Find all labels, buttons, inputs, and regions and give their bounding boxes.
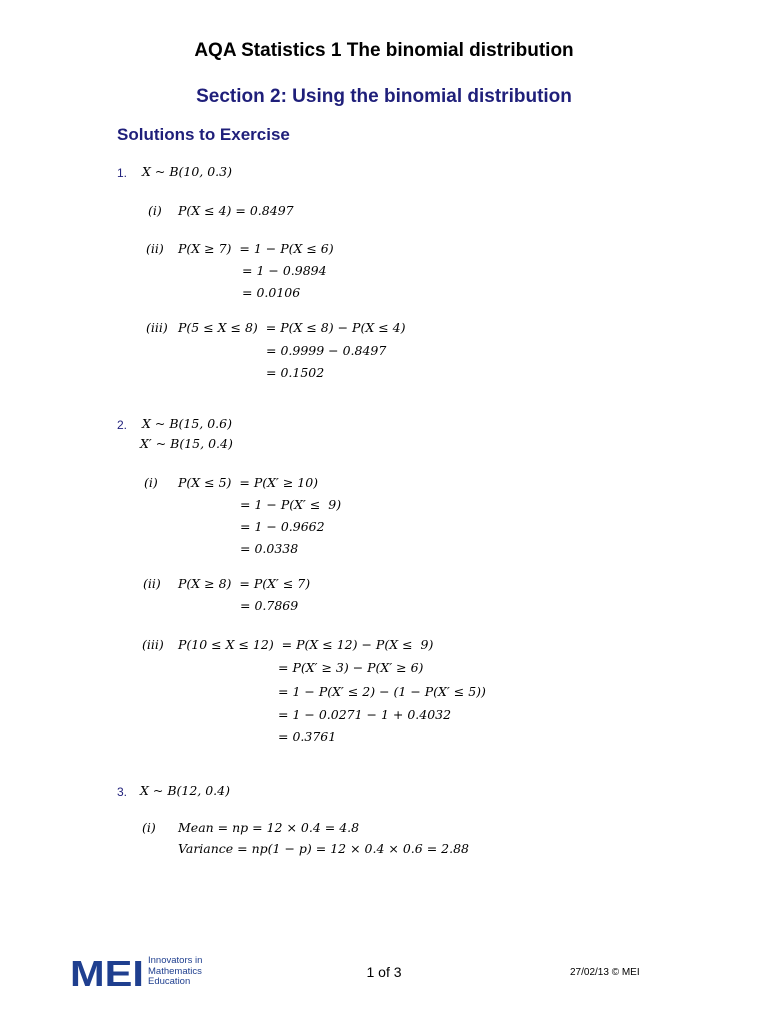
logo-line-3: Education (148, 976, 191, 987)
q1-part-iii-line-3: = 0.1502 (266, 365, 325, 380)
q3-part-i-line-2: Variance = np(1 − p) = 12 × 0.4 × 0.6 = 2.88 (178, 841, 469, 856)
question-1-number: 1. (117, 166, 128, 180)
q2-part-iii-line-5: = 0.3761 (278, 729, 337, 744)
q2-part-iii-line-1: P(10 ≤ X ≤ 12) = P(X ≤ 12) − P(X ≤ 9) (178, 637, 434, 652)
q1-part-iii-line-2: = 0.9999 − 0.8497 (266, 343, 387, 358)
question-2-distribution-x: X ~ B(15, 0.6) (142, 416, 232, 431)
q2-part-i-line-4: = 0.0338 (240, 541, 299, 556)
q2-part-ii-label: (ii) (143, 576, 161, 591)
q2-part-iii-line-4: = 1 − 0.0271 − 1 + 0.4032 (278, 707, 452, 722)
q2-part-i-line-2: = 1 − P(X′ ≤ 9) (240, 497, 342, 512)
logo-line-2: Mathematics (148, 965, 202, 977)
exercise-heading: Solutions to Exercise (117, 125, 290, 144)
logo-line-1: Innovators in (148, 955, 203, 966)
q1-part-ii-line-1: P(X ≥ 7) = 1 − P(X ≤ 6) (178, 241, 334, 256)
q2-part-iii-line-3: = 1 − P(X′ ≤ 2) − (1 − P(X′ ≤ 5)) (278, 684, 486, 699)
q1-part-ii-label: (ii) (146, 241, 164, 256)
q2-part-ii-line-1: P(X ≥ 8) = P(X′ ≤ 7) (178, 576, 311, 591)
q2-part-i-line-3: = 1 − 0.9662 (240, 519, 325, 534)
page-title: AQA Statistics 1 The binomial distribution (194, 40, 574, 61)
question-2-distribution-x-prime: X′ ~ B(15, 0.4) (140, 436, 233, 451)
q1-part-ii-line-2: = 1 − 0.9894 (242, 263, 327, 278)
q1-part-ii-line-3: = 0.0106 (242, 285, 301, 300)
q2-part-iii-label: (iii) (142, 637, 164, 652)
q1-part-i-line: P(X ≤ 4) = 0.8497 (178, 203, 294, 218)
question-2-number: 2. (117, 418, 128, 432)
q3-part-i-label: (i) (142, 820, 156, 835)
question-3-number: 3. (117, 785, 128, 799)
q2-part-iii-line-2: = P(X′ ≥ 3) − P(X′ ≥ 6) (278, 660, 424, 675)
q1-part-iii-line-1: P(5 ≤ X ≤ 8) = P(X ≤ 8) − P(X ≤ 4) (178, 320, 406, 335)
q2-part-ii-line-2: = 0.7869 (240, 598, 299, 613)
section-title: Section 2: Using the binomial distribution (196, 86, 572, 107)
q2-part-i-label: (i) (144, 475, 158, 490)
q1-part-i-label: (i) (148, 203, 162, 218)
q3-part-i-line-1: Mean = np = 12 × 0.4 = 4.8 (178, 820, 360, 835)
question-1-distribution: X ~ B(10, 0.3) (142, 164, 232, 179)
q1-part-iii-label: (iii) (146, 320, 168, 335)
svg-text:MEI: MEI (70, 955, 144, 989)
q2-part-i-line-1: P(X ≤ 5) = P(X′ ≥ 10) (178, 475, 319, 490)
page-number: 1 of 3 (366, 964, 402, 980)
footer-date-copyright: 27/02/13 © MEI (570, 967, 640, 978)
question-3-distribution: X ~ B(12, 0.4) (140, 783, 230, 798)
